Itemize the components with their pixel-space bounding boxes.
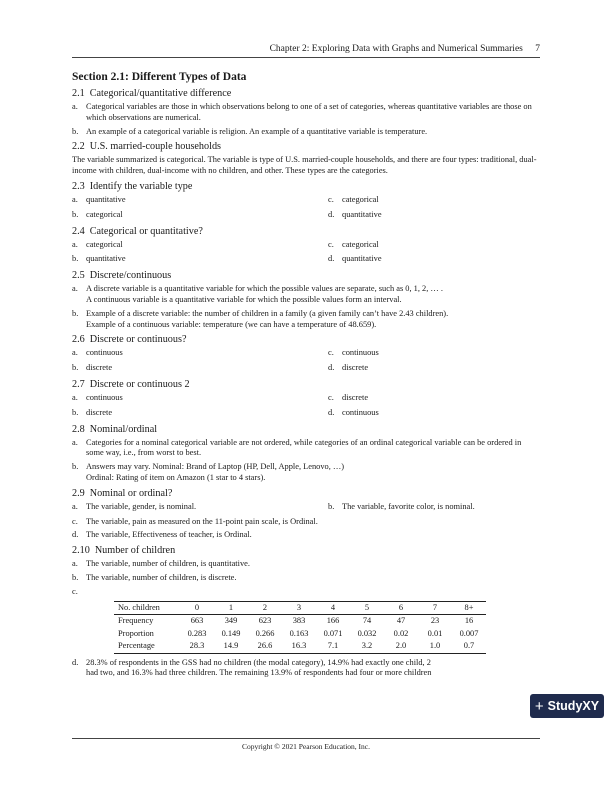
answer-grid [72,393,540,419]
item-label: a. [72,348,78,358]
plus-icon: + [534,697,544,715]
table-cell: 47 [396,616,406,626]
table-cell: 0.032 [357,628,377,638]
answer-item [328,348,540,359]
item-text: continuous [86,348,123,358]
question-heading: Discrete or continuous 2 [89,378,190,390]
table-header-cell: 2 [248,601,282,615]
table-cell: 28.3 [180,640,214,653]
table-header-cell: 6 [384,601,418,615]
item-line: had two, and 16.3% had three children. The remaining 13.9% of respondents had four or more children [86,668,432,678]
item-text: categorical [342,239,379,249]
item-label: a. [72,102,78,111]
table-header-cell: No. children [114,601,180,615]
item-label: c. [72,516,78,526]
table-header-cell: 7 [418,601,452,615]
item-label: a. [72,284,78,294]
table-cell: 0.283 [187,628,207,638]
item-label: b. [72,407,79,417]
table-row-label: Percentage [114,640,180,653]
table-row [114,640,486,653]
answer-item [328,502,540,513]
answer-item [72,393,328,404]
item-line: A continuous variable is a quantitative variable for which the possible values form an interval. [86,294,402,304]
item-text: discrete [86,363,113,373]
answer-item [328,195,540,206]
item-line: Example of a discrete variable: the number of children in a family (a given family can’t have 2.43 children). [86,308,449,318]
table-header-cell: 0 [180,601,214,615]
item-text: categorical [86,239,123,249]
question-title [72,378,540,391]
question-title [72,269,540,282]
table-header-cell: 8+ [452,601,486,615]
table-cell: 1.0 [418,640,452,653]
answer-grid [72,195,540,221]
table-cell: 14.9 [214,640,248,653]
answer-paragraph: The variable summarized is categorical. The variable is type of U.S. married-couple households, and there are four types: traditional, dual-income with children, dual-income with no children, and other. These types are the categories. [72,155,537,176]
item-text: quantitative [342,254,382,264]
item-text [86,658,540,680]
question-heading: Nominal/ordinal [89,423,158,435]
table-header-cell: 5 [350,601,384,615]
item-text: An example of a categorical variable is religion. An example of a quantitative variable is temperature. [86,126,428,136]
item-label: a. [72,559,78,569]
question-title [72,180,540,193]
answer-item [72,348,328,359]
studyxy-watermark [530,694,604,718]
answer-item [72,530,540,541]
answer-grid [72,348,540,374]
answer-grid [72,502,540,513]
question-number: 2.1 [72,88,85,99]
question-heading: U.S. married-couple households [89,141,222,153]
page-footer: Copyright © 2021 Pearson Education, Inc. [72,738,540,751]
table-cell: 0.163 [289,628,309,638]
item-label: c. [328,194,334,204]
page-number: 7 [535,44,540,54]
question-heading: Number of children [94,545,176,557]
answer-item [328,363,540,374]
item-label: b. [72,126,79,136]
answer-item [72,517,540,528]
answer-item [72,408,328,419]
item-label: a. [72,392,78,402]
answer-item [72,559,540,570]
item-text: quantitative [86,194,126,204]
item-line: Ordinal: Rating of item on Amazon (1 star to 4 stars). [86,472,266,482]
answer-item [72,195,328,206]
item-label: b. [72,363,79,373]
table-header-cell: 4 [316,601,350,615]
item-text: categorical [86,209,123,219]
question-heading: Identify the variable type [89,180,193,192]
answer-item [72,438,540,460]
answer-item [328,210,540,221]
item-text: The variable, favorite color, is nominal. [342,501,475,511]
item-text: discrete [342,392,369,402]
answer-item [328,393,540,404]
answer-item [72,573,540,584]
table-row-label: Frequency [118,616,154,626]
table-cell: 23 [430,616,440,626]
table-row [114,628,486,641]
item-text: discrete [342,363,369,373]
item-text: quantitative [86,254,126,264]
answer-item [72,254,328,265]
answer-item [72,210,328,221]
table-cell: 0.7 [452,640,486,653]
table-cell: 0.01 [427,628,443,638]
item-text: continuous [342,407,379,417]
question-title [72,544,540,557]
item-label: c. [72,586,78,596]
question-title [72,423,540,436]
answer-item [328,254,540,265]
table-cell: 7.1 [316,640,350,653]
answer-item [328,240,540,251]
item-text: continuous [86,392,123,402]
item-label: c. [328,239,334,249]
table-cell: 0.02 [393,628,409,638]
answer-item [72,363,328,374]
item-text: continuous [342,348,379,358]
item-label: a. [72,194,78,204]
table-cell: 663 [190,616,204,626]
table-cell: 74 [362,616,372,626]
question-title [72,87,540,100]
item-line: A discrete variable is a quantitative variable for which the possible values are separate, such as 0, 1, 2, … . [86,284,443,294]
item-label: d. [328,254,335,264]
item-line: 28.3% of respondents in the GSS had no children (the modal category), 14.9% had exactly one child, 2 [86,657,431,667]
question-number: 2.4 [72,225,85,237]
item-label: d. [328,209,335,219]
answer-grid [72,240,540,266]
question-heading: Discrete or continuous? [89,334,187,346]
question-title [72,487,540,500]
question-heading: Categorical/quantitative difference [89,88,232,99]
item-text: categorical [342,194,379,204]
question-heading: Categorical or quantitative? [89,225,203,237]
item-text: The variable, pain as measured on the 11-point pain scale, is Ordinal. [86,516,318,526]
answer-item [72,240,328,251]
item-label: c. [328,348,334,358]
answer-item [72,658,540,680]
answer-item [72,309,540,331]
table-cell: 16 [464,616,474,626]
table-cell: 26.6 [248,640,282,653]
question-number: 2.5 [72,270,85,282]
answer-item [72,587,540,598]
item-label: d. [328,407,335,417]
answer-item [72,127,540,138]
item-label: b. [72,572,79,582]
page-content [72,71,540,682]
table-cell: 0.149 [221,628,241,638]
table-cell: 0.007 [459,628,479,638]
item-text: quantitative [342,209,382,219]
item-label: a. [72,239,78,249]
table-cell: 166 [326,616,340,626]
question-number: 2.2 [72,141,85,153]
question-number: 2.9 [72,487,85,499]
item-line: Answers may vary. Nominal: Brand of Laptop (HP, Dell, Apple, Lenovo, …) [86,462,345,472]
table-cell: 16.3 [282,640,316,653]
item-text: Categorical variables are those in which observations belong to one of a set of categories, whereas quantitative variables are those on which observations are numerical. [86,102,532,122]
item-label: b. [72,254,79,264]
item-text [86,309,540,331]
page-header [72,44,540,58]
item-text [86,284,540,306]
table-cell: 623 [258,616,272,626]
watermark-brand: StudyXY [547,699,600,713]
item-label: b. [72,462,79,472]
item-label: c. [328,392,334,402]
question-title [72,333,540,346]
chapter-title: Chapter 2: Exploring Data with Graphs and Numerical Summaries [269,44,523,54]
item-text: The variable, number of children, is discrete. [86,572,237,582]
item-label: d. [328,363,335,373]
item-label: a. [72,501,78,511]
table-header-row [114,601,486,615]
item-label: b. [72,308,79,318]
question-number: 2.3 [72,180,85,192]
question-title [72,140,540,153]
item-text: The variable, gender, is nominal. [86,501,197,511]
table-header-cell: 1 [214,601,248,615]
answer-item [72,102,540,124]
item-text: discrete [86,407,113,417]
question-number: 2.7 [72,378,85,390]
question-heading: Discrete/continuous [89,270,172,282]
question-number: 2.8 [72,423,85,435]
table-cell: 349 [224,616,238,626]
table-cell: 0.071 [323,628,343,638]
answer-item [72,502,328,513]
table-cell: 2.0 [384,640,418,653]
question-number: 2.6 [72,334,85,346]
answer-item [72,462,540,484]
item-line: Example of a continuous variable: temperature (we can have a temperature of 48.659). [86,319,377,329]
item-label: b. [72,209,79,219]
item-text: The variable, number of children, is quantitative. [86,559,250,569]
table-cell: 3.2 [350,640,384,653]
item-text: Categories for a nominal categorical variable are not ordered, while categories of an ordinal categorical variable can be ordered in some way, i.e., from worst to best. [86,437,522,458]
item-label: b. [328,501,335,511]
section-title: Section 2.1: Different Types of Data [72,71,247,83]
table-row-label: Proportion [118,628,154,638]
children-table [114,601,486,654]
table-cell: 383 [292,616,306,626]
item-label: a. [72,437,78,447]
item-label: d. [72,530,79,540]
question-heading: Nominal or ordinal? [89,487,173,499]
item-text: The variable, Effectiveness of teacher, is Ordinal. [86,530,252,540]
table-header-cell: 3 [282,601,316,615]
answer-item [72,284,540,306]
item-label: d. [72,657,79,667]
question-title [72,225,540,238]
question-number: 2.10 [72,545,90,557]
table-row [114,615,486,628]
table-cell: 0.266 [255,628,275,638]
answer-item [328,408,540,419]
item-text [86,462,540,484]
